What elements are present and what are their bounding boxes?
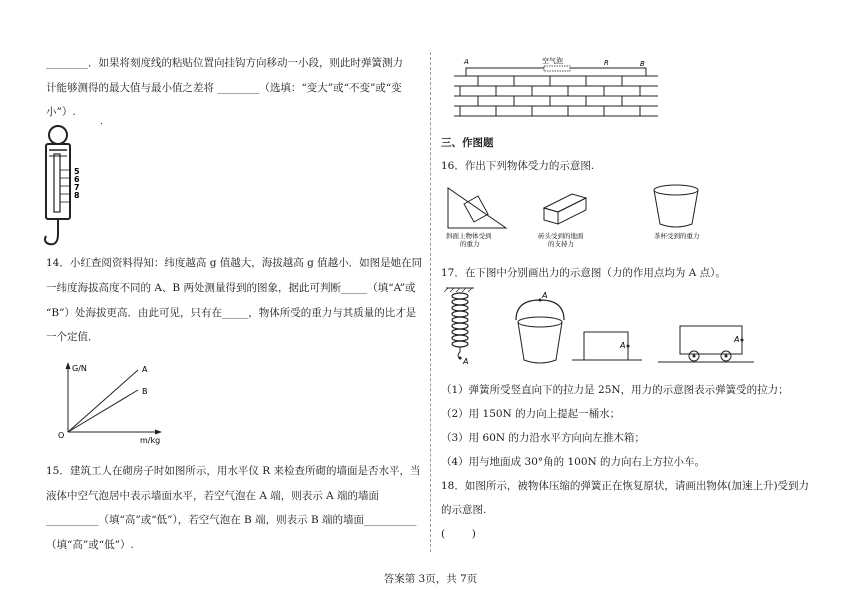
scale-tick-label: 8 bbox=[74, 191, 80, 200]
q16-text: 16．作出下列物体受力的示意图. bbox=[441, 160, 595, 172]
scale-body bbox=[46, 144, 70, 219]
q13-line3: 小”）. bbox=[46, 106, 76, 118]
q13-line1: ________．如果将刻度线的粘贴位置向挂钩方向移动一小段，则此时弹簧测力 bbox=[46, 57, 403, 69]
line-a bbox=[68, 370, 138, 432]
wall-label-bubble: 空气泡 bbox=[542, 57, 563, 65]
line-b-label: B bbox=[142, 387, 148, 396]
q17-figures bbox=[444, 286, 764, 368]
incline bbox=[448, 188, 506, 228]
q18-line2: 的示意图. bbox=[441, 504, 487, 516]
scale-hook bbox=[45, 234, 58, 244]
g-m-graph bbox=[50, 360, 170, 446]
scale-ticks bbox=[60, 170, 70, 202]
caption-cup: 茶杯受到的重力 bbox=[654, 232, 700, 240]
section-heading: 三、作图题 bbox=[441, 137, 494, 149]
incline-block bbox=[464, 196, 488, 222]
caption-incline: 斜面上物体受到 的重力 bbox=[446, 232, 492, 248]
page-footer: 答案第 3页，共 7页 bbox=[383, 573, 478, 585]
q17-item-4: （4）用与地面成 30°角的 100N 的力向右上方拉小车。 bbox=[441, 456, 706, 468]
point-a-spring: A bbox=[463, 357, 469, 366]
q14-line1: 14．小红查阅资料得知：纬度越高 g 值越大，海拔越高 g 值越小．如图是她在同 bbox=[46, 257, 423, 269]
q15-line2: 液体中空气泡居中表示墙面水平，若空气泡在 A 端，则表示 A 端的墙面 bbox=[46, 490, 380, 502]
q15-line4: （填“高”或“低”）. bbox=[46, 539, 134, 551]
cup-body bbox=[654, 190, 698, 227]
wall-label-r: R bbox=[604, 59, 609, 67]
wall-label-b: B bbox=[640, 60, 645, 68]
q14-line4: 一个定值． bbox=[46, 331, 99, 343]
bricks bbox=[454, 76, 658, 116]
cup-rim bbox=[654, 185, 698, 195]
brick-front bbox=[544, 208, 558, 224]
q14-line2: 一纬度海拔高度不同的 A、B 两处测量得到的图象，据此可判断_____（填“A”或 bbox=[46, 282, 416, 294]
q17-text: 17．在下图中分别画出力的示意图（力的作用点均为 A 点）。 bbox=[441, 267, 726, 279]
q17-item-2: （2）用 150N 的力向上提起一桶水； bbox=[441, 408, 621, 420]
brick-side bbox=[558, 198, 586, 224]
x-axis-label: m/kg bbox=[140, 436, 161, 445]
line-a-label: A bbox=[142, 365, 148, 374]
scale-tick-label: 7 bbox=[74, 183, 80, 192]
point-a-cart: A bbox=[734, 335, 740, 344]
brick-wall-figure bbox=[452, 54, 660, 120]
air-bubble bbox=[544, 66, 570, 71]
point-a-box: A bbox=[620, 341, 626, 350]
scale-tick-label: 6 bbox=[74, 175, 80, 184]
q13-line2: 计能够测得的最大值与最小值之差将 ________（选填：“变大”或“不变”或“变 bbox=[46, 82, 402, 94]
spring-scale-figure bbox=[38, 122, 100, 252]
scale-ring bbox=[49, 126, 67, 144]
q17-item-1: （1）弹簧所受竖直向下的拉力是 25N，用力的示意图表示弹簧受的拉力； bbox=[441, 384, 789, 396]
bucket-rim bbox=[518, 317, 562, 327]
scale-slot bbox=[54, 154, 60, 212]
stray-dot: . bbox=[100, 117, 103, 127]
spring-coils bbox=[452, 293, 468, 347]
line-b bbox=[68, 390, 138, 432]
q18-line1: 18．如图所示，被物体压缩的弹簧正在恢复原状，请画出物体(加速上升)受到力 bbox=[441, 480, 810, 492]
q15-line1: 15．建筑工人在砌房子时如图所示，用水平仪 R 来检查所砌的墙面是否水平，当 bbox=[46, 465, 421, 477]
q14-line3: “B”）处海拔更高．由此可见，只有在_____，物体所受的重力与其质量的比才是 bbox=[46, 307, 417, 319]
q16-figures bbox=[440, 180, 720, 250]
q15-line3: __________（填“高”或“低”），若空气泡在 B 端，则表示 B 端的墙面__________ bbox=[46, 514, 417, 526]
bucket-body bbox=[518, 322, 562, 363]
wall-label-a: A bbox=[464, 58, 469, 66]
cart-body bbox=[680, 326, 742, 354]
origin-label: O bbox=[58, 431, 65, 440]
q17-item-3: （3）用 60N 的力沿水平方向向左推木箱； bbox=[441, 432, 645, 444]
q18-answer-paren: ( ) bbox=[441, 528, 476, 540]
point-a-bucket: A bbox=[542, 291, 548, 300]
scale-tick-label: 5 bbox=[74, 167, 80, 176]
caption-brick: 砖头受到的地面 的支持力 bbox=[538, 232, 584, 248]
y-axis-label: G/N bbox=[72, 364, 87, 373]
column-divider bbox=[430, 52, 431, 552]
